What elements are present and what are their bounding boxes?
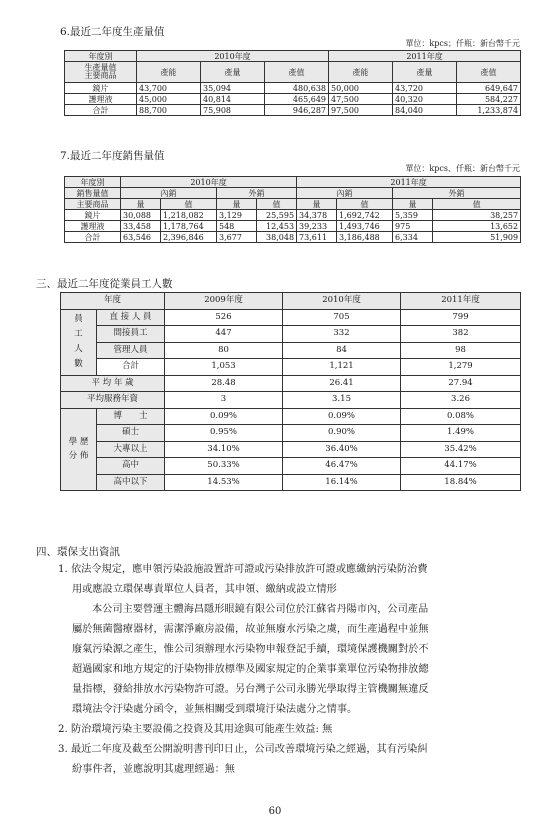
value-cell: 1,233,874 [457, 105, 521, 116]
rowlabel-text: 生產量值 [84, 63, 117, 72]
value-cell: 0.90% [283, 425, 401, 442]
row-label: 直 接 人 員 [97, 309, 165, 326]
col-header: 產值 [457, 62, 521, 83]
value-cell: 2,396,846 [161, 232, 217, 243]
rowlabel-text: 主要商品 [65, 199, 121, 210]
table-row [61, 309, 521, 326]
value-cell: 84 [283, 342, 401, 359]
value-cell: 45,000 [137, 94, 201, 105]
value-cell: 548 [217, 221, 257, 232]
value-cell: 5,359 [393, 210, 433, 221]
value-cell: 0.09% [165, 408, 283, 425]
table-row [61, 342, 521, 359]
sec4-title: 四、環保支出資訊 [36, 546, 120, 558]
row-label: 博 士 [97, 408, 165, 425]
table-row [61, 392, 521, 409]
year-header: 2011年度 [297, 177, 521, 188]
item3-line: 3. 最近二年度及截至公開說明書刊印日止，公司改善環境污染之經過，其有污染糾 [58, 744, 428, 755]
sec6-unit: 單位：kpcs；仟瓶：新台幣千元 [405, 39, 520, 48]
value-cell: 34,378 [297, 210, 337, 221]
value-cell: 84,040 [393, 105, 457, 116]
table-row [61, 375, 521, 392]
col-header: 值 [337, 199, 393, 210]
value-cell: 1,279 [401, 359, 521, 376]
table-row [61, 458, 521, 475]
value-cell: 88,700 [137, 105, 201, 116]
value-cell: 34.10% [165, 441, 283, 458]
education-label [61, 408, 97, 491]
col-header: 值 [161, 199, 217, 210]
value-cell: 30,088 [121, 210, 161, 221]
value-cell: 1,121 [283, 359, 401, 376]
employee-table [60, 292, 521, 491]
col-header: 值 [433, 199, 521, 210]
year-label: 年度 [61, 293, 165, 310]
table-row [61, 441, 521, 458]
value-cell: 26.41 [283, 375, 401, 392]
rowlabel-text: 主要商品 [84, 71, 117, 80]
row-label: 平均服務年資 [61, 392, 165, 409]
item3-line: 紛事件者，並應說明其處理經過：無 [72, 764, 235, 775]
col-header: 產能 [329, 62, 393, 83]
value-cell: 705 [283, 309, 401, 326]
table-row [61, 359, 521, 376]
col-header: 量 [393, 199, 433, 210]
production-table [64, 50, 521, 116]
item1-line: 用或應設立環保專責單位人員者，其申領、繳納或設立情形 [72, 584, 337, 595]
value-cell: 33,458 [121, 221, 161, 232]
col-header: 產量 [393, 62, 457, 83]
value-cell: 27.94 [401, 375, 521, 392]
item2-3 [58, 720, 524, 780]
value-cell: 47,500 [329, 94, 393, 105]
value-cell: 6,334 [393, 232, 433, 243]
col-header: 量 [217, 199, 257, 210]
product-cell: 鏡片 [65, 83, 137, 94]
value-cell: 35,094 [201, 83, 265, 94]
value-cell: 46.47% [283, 458, 401, 475]
value-cell: 40,814 [201, 94, 265, 105]
value-cell: 649,647 [457, 83, 521, 94]
rowlabel-year: 年度別 [65, 177, 121, 188]
value-cell: 13,652 [433, 221, 521, 232]
col-header: 量 [297, 199, 337, 210]
row-label: 高中以下 [97, 474, 165, 491]
table-row [61, 326, 521, 343]
value-cell: 73,611 [297, 232, 337, 243]
paragraph-line: 超過國家和地方規定的汙染物排放標準及國家規定的企業事業單位污染物排放總 [72, 664, 429, 675]
value-cell: 51,909 [433, 232, 521, 243]
employee-count-label [61, 309, 97, 375]
sec7-title: 7.最近二年度銷售量值 [60, 150, 165, 162]
value-cell: 799 [401, 309, 521, 326]
value-cell: 63,546 [121, 232, 161, 243]
row-label: 高中 [97, 458, 165, 475]
year-header: 2010年度 [283, 293, 401, 310]
value-cell: 3,677 [217, 232, 257, 243]
value-cell: 975 [393, 221, 433, 232]
rowlabel-block [65, 62, 137, 83]
value-cell: 43,700 [137, 83, 201, 94]
sales-table [64, 176, 521, 243]
col-header: 量 [121, 199, 161, 210]
col-header: 值 [257, 199, 297, 210]
rowlabel-text: 銷售量值 [65, 188, 121, 199]
table-row [65, 221, 521, 232]
group-header: 外銷 [393, 188, 521, 199]
row-label: 合計 [97, 359, 165, 376]
sec6-title: 6.最近二年度生產量值 [60, 26, 165, 38]
value-cell: 0.95% [165, 425, 283, 442]
paragraph-line: 本公司主要營運主體海昌隱形眼鏡有限公司位於江蘇省丹陽市內，公司產品 [92, 604, 429, 615]
group-header: 外銷 [217, 188, 297, 199]
value-cell: 3 [165, 392, 283, 409]
year-header: 2011年度 [401, 293, 521, 310]
value-cell: 1,053 [165, 359, 283, 376]
value-cell: 80 [165, 342, 283, 359]
table-row [61, 425, 521, 442]
value-cell: 3,129 [217, 210, 257, 221]
sec7-unit: 單位：kpcs、仟瓶：新台幣千元 [405, 164, 520, 173]
group-header: 內銷 [297, 188, 393, 199]
education-label-text: 分 佈 [68, 451, 89, 462]
value-cell: 28.48 [165, 375, 283, 392]
rowlabel-year: 年度別 [65, 51, 137, 62]
value-cell: 18.84% [401, 474, 521, 491]
value-cell: 332 [283, 326, 401, 343]
value-cell: 12,453 [257, 221, 297, 232]
value-cell: 0.09% [283, 408, 401, 425]
col-header: 產值 [265, 62, 329, 83]
paragraph-line: 廢氣污染源之產生，惟公司須辦理水污染物申報登記手續，環境保護機關對於不 [72, 644, 429, 655]
value-cell: 465,649 [265, 94, 329, 105]
year-header: 2009年度 [165, 293, 283, 310]
item1-paragraph [72, 600, 524, 720]
product-cell: 護理液 [65, 221, 121, 232]
row-label: 管理人員 [97, 342, 165, 359]
table-row [65, 83, 521, 94]
value-cell: 97,500 [329, 105, 393, 116]
education-label-text: 學 歷 [68, 437, 89, 448]
table-row [65, 105, 521, 116]
value-cell: 526 [165, 309, 283, 326]
table-row [65, 94, 521, 105]
value-cell: 3.15 [283, 392, 401, 409]
page-number: 60 [268, 806, 282, 817]
value-cell: 98 [401, 342, 521, 359]
value-cell: 480,638 [265, 83, 329, 94]
value-cell: 38,257 [433, 210, 521, 221]
paragraph-line: 量指標，發給排放水污染物許可證。另台灣子公司永勝光學取得主管機關無違反 [72, 684, 429, 695]
item2: 2. 防治環境污染主要設備之投資及其用途與可能產生效益: 無 [58, 724, 333, 735]
value-cell: 38,048 [257, 232, 297, 243]
value-cell: 382 [401, 326, 521, 343]
vertical-char: 數 [74, 359, 83, 369]
table-row [61, 474, 521, 491]
value-cell: 44.17% [401, 458, 521, 475]
year-header: 2011年度 [329, 51, 521, 62]
value-cell: 40,320 [393, 94, 457, 105]
value-cell: 3.26 [401, 392, 521, 409]
value-cell: 25,595 [257, 210, 297, 221]
value-cell: 16.14% [283, 474, 401, 491]
vertical-char: 工 [74, 329, 83, 339]
value-cell: 50,000 [329, 83, 393, 94]
value-cell: 946,287 [265, 105, 329, 116]
row-label: 大專以上 [97, 441, 165, 458]
row-label: 間接員工 [97, 326, 165, 343]
value-cell: 584,227 [457, 94, 521, 105]
row-label: 碩士 [97, 425, 165, 442]
table-row [61, 408, 521, 425]
product-cell: 鏡片 [65, 210, 121, 221]
value-cell: 35.42% [401, 441, 521, 458]
value-cell: 1,692,742 [337, 210, 393, 221]
paragraph-line: 屬於無菌醫療器材，需潔淨廠房設備，故並無廢水污染之虞，而生產過程中並無 [72, 624, 429, 635]
vertical-char: 員 [74, 314, 83, 324]
item1-line: 1. 依法令規定，應申領污染設施設置許可證或污染排放許可證或應繳納污染防治費 [58, 564, 428, 575]
value-cell: 1.49% [401, 425, 521, 442]
value-cell: 0.08% [401, 408, 521, 425]
value-cell: 75,908 [201, 105, 265, 116]
table-row [65, 210, 521, 221]
value-cell: 1,178,764 [161, 221, 217, 232]
value-cell: 447 [165, 326, 283, 343]
col-header: 產能 [137, 62, 201, 83]
value-cell: 50.33% [165, 458, 283, 475]
year-header: 2010年度 [137, 51, 329, 62]
vertical-char: 人 [74, 344, 83, 354]
sec3-title: 三、最近二年度從業員工人數 [36, 278, 173, 290]
col-header: 產量 [201, 62, 265, 83]
product-cell: 合計 [65, 105, 137, 116]
paragraph-line: 環境法令汙染處分函令，並無相關受到環境汙染法處分之情事。 [72, 704, 358, 715]
product-cell: 護理液 [65, 94, 137, 105]
group-header: 內銷 [121, 188, 217, 199]
row-label: 平 均 年 歲 [61, 375, 165, 392]
value-cell: 39,233 [297, 221, 337, 232]
item1 [58, 560, 524, 600]
year-header: 2010年度 [121, 177, 297, 188]
value-cell: 1,218,082 [161, 210, 217, 221]
value-cell: 1,493,746 [337, 221, 393, 232]
value-cell: 43,720 [393, 83, 457, 94]
value-cell: 36.40% [283, 441, 401, 458]
product-cell: 合計 [65, 232, 121, 243]
table-row [65, 232, 521, 243]
value-cell: 14.53% [165, 474, 283, 491]
value-cell: 3,186,488 [337, 232, 393, 243]
